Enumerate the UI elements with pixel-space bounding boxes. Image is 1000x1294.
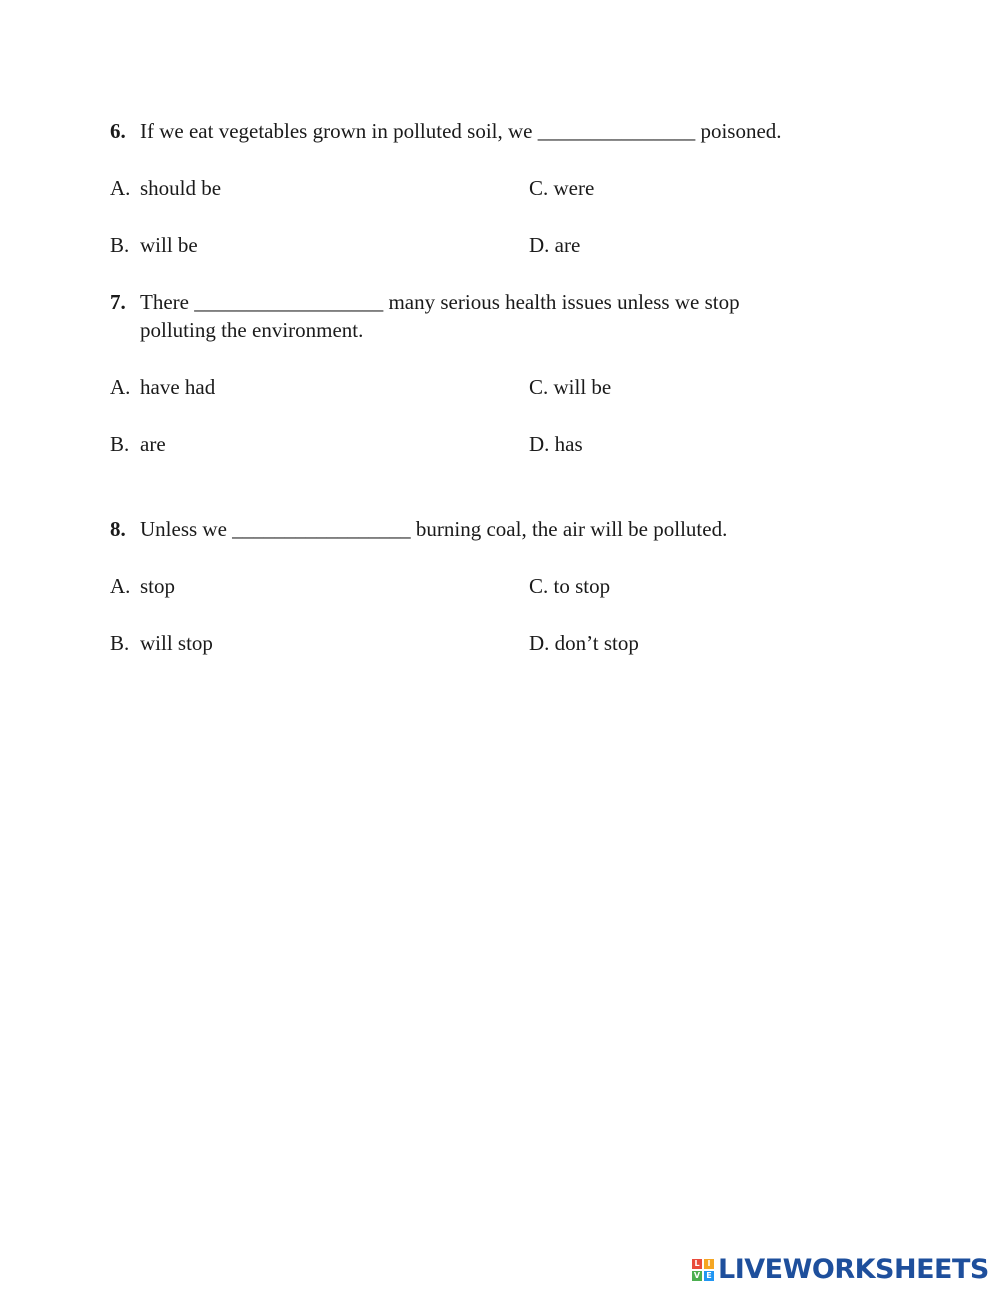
option-letter: B.: [110, 233, 130, 257]
option-letter: C.: [529, 176, 549, 200]
option-letter: D.: [529, 432, 550, 456]
logo-mark-letter: I: [704, 1259, 714, 1269]
option-8d[interactable]: [529, 629, 639, 657]
logo-mark-letter: L: [692, 1259, 702, 1269]
liveworksheets-logo[interactable]: [692, 1252, 989, 1288]
liveworksheets-mark-icon: [692, 1259, 714, 1281]
option-letter: C.: [529, 375, 549, 399]
option-7d[interactable]: [529, 430, 583, 458]
brand-wordmark: LIVEWORKSHEETS: [718, 1254, 989, 1285]
question-text: Unless we _________________ burning coal, the air will be polluted.: [140, 517, 728, 541]
option-7b[interactable]: [110, 430, 166, 458]
option-text: were: [553, 176, 595, 200]
option-text: to stop: [553, 574, 611, 598]
option-7a[interactable]: [110, 373, 215, 401]
option-text: will be: [553, 375, 612, 399]
option-8c[interactable]: [529, 572, 610, 600]
option-6a[interactable]: [110, 174, 221, 202]
question-number: 8.: [110, 517, 126, 541]
option-letter: A.: [110, 375, 131, 399]
option-letter: C.: [529, 574, 549, 598]
option-6b[interactable]: [110, 231, 198, 259]
option-text: will stop: [140, 631, 213, 655]
option-text: stop: [140, 574, 176, 598]
question-7: [110, 288, 740, 316]
option-8a[interactable]: [110, 572, 175, 600]
question-8: [110, 515, 727, 543]
option-text: have had: [140, 375, 216, 399]
option-letter: D.: [529, 233, 550, 257]
option-6d[interactable]: [529, 231, 580, 259]
option-letter: B.: [110, 432, 130, 456]
option-text: will be: [140, 233, 198, 257]
option-text: don’t stop: [554, 631, 639, 655]
option-7c[interactable]: [529, 373, 611, 401]
question-number: 7.: [110, 290, 126, 314]
option-8b[interactable]: [110, 629, 213, 657]
question-number: 6.: [110, 119, 126, 143]
question-text: There __________________ many serious health issues unless we stop: [140, 290, 740, 314]
option-6c[interactable]: [529, 174, 594, 202]
option-text: has: [554, 432, 583, 456]
question-text: If we eat vegetables grown in polluted soil, we _______________ poisoned.: [140, 119, 782, 143]
option-text: should be: [140, 176, 222, 200]
option-letter: A.: [110, 176, 131, 200]
option-letter: B.: [110, 631, 130, 655]
option-text: are: [140, 432, 166, 456]
logo-mark-letter: E: [704, 1271, 714, 1281]
question-6: [110, 117, 782, 145]
option-text: are: [554, 233, 581, 257]
logo-mark-letter: V: [693, 1271, 701, 1280]
option-letter: A.: [110, 574, 131, 598]
question-7-continuation: polluting the environment.: [140, 318, 364, 342]
option-letter: D.: [529, 631, 550, 655]
